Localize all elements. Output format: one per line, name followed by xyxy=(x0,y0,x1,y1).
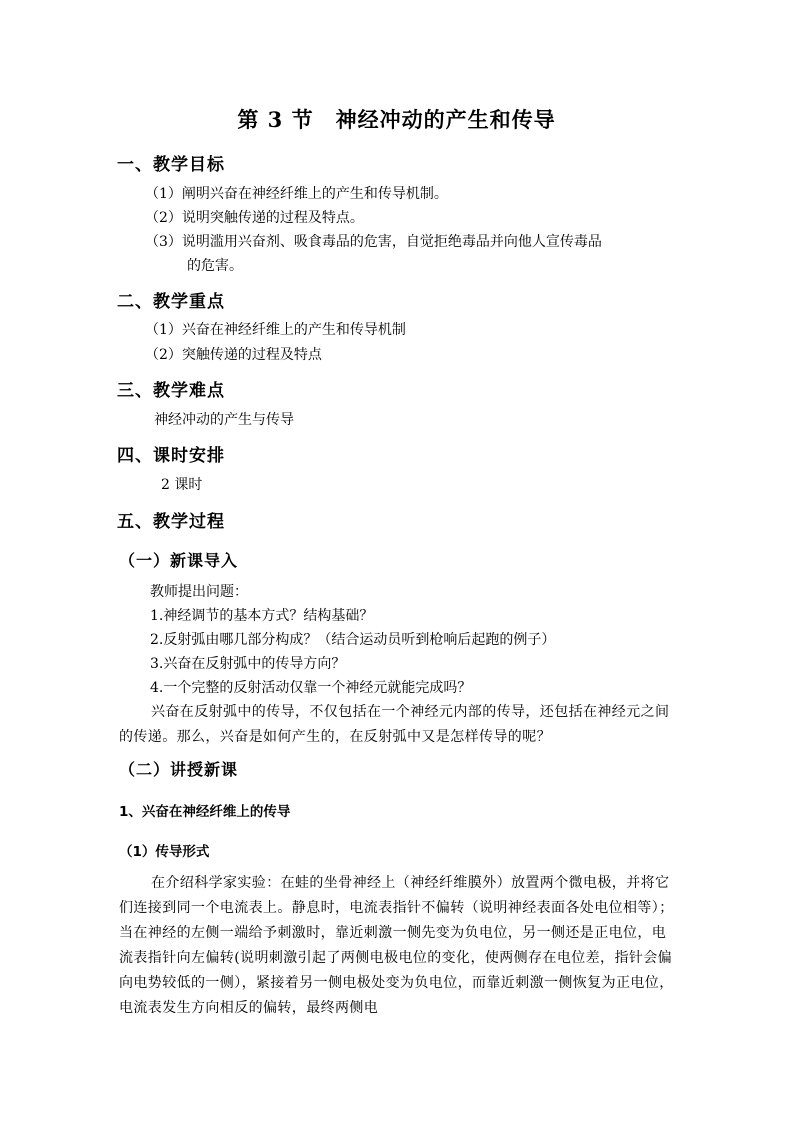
intro-question: 1.神经调节的基本方式？结构基础？ xyxy=(150,608,374,624)
intro-question: 3.兴奋在反射弧中的传导方向？ xyxy=(150,656,346,672)
page-title: 第 3 节 神经冲动的产生和传导 xyxy=(237,107,556,132)
difficulties-text: 神经冲动的产生与传导 xyxy=(154,412,294,428)
intro-question: 4.一个完整的反射活动仅靠一个神经元就能完成吗？ xyxy=(150,680,472,696)
difficulties-heading: 三、教学难点 xyxy=(117,381,225,401)
key-point-item: （1）兴奋在神经纤维上的产生和传导机制 xyxy=(145,322,406,338)
subsubsection-heading: （1）传导形式 xyxy=(119,844,210,860)
key-points-heading: 二、教学重点 xyxy=(117,292,225,312)
intro-question: 2.反射弧由哪几部分构成？（结合运动员听到枪响后起跑的例子） xyxy=(150,632,556,648)
objectives-heading: 一、教学目标 xyxy=(117,155,225,175)
objective-item: （2）说明突触传递的过程及特点。 xyxy=(145,210,364,226)
objective-item: （3）说明滥用兴奋剂、吸食毒品的危害，自觉拒绝毒品并向他人宣传毒品 xyxy=(145,234,602,250)
process-heading: 五、教学过程 xyxy=(117,512,225,532)
new-lesson-heading: （二）讲授新课 xyxy=(119,760,239,779)
intro-heading: （一）新课导入 xyxy=(119,551,239,570)
body-paragraph: 在介绍科学家实验：在蛙的坐骨神经上（神经纤维膜外）放置两个微电极，并将它们连接到同一个电流表上。静息时，电流表指针不偏转（说明神经表面各处电位相等）；当在神经的左侧一端给予刺激时，靠近刺激一侧先变为负电位，另一侧还是正电位，电流表指针向左偏转(说明刺激引起了两侧电极电位的变化，使两侧存在电位差，指针会偏向电势较低的一侧），紧接着另一侧电极处变为负电位，而靠近刺激一侧恢复为正电位，电流表发生方向相反的偏转，最终两侧电 xyxy=(119,875,674,1016)
schedule-heading: 四、课时安排 xyxy=(117,446,225,466)
intro-lead: 教师提出问题： xyxy=(150,584,248,600)
objective-item-continued: 的危害。 xyxy=(187,258,243,274)
schedule-text: 2 课时 xyxy=(161,477,203,493)
objective-item: （1）阐明兴奋在神经纤维上的产生和传导机制。 xyxy=(145,186,448,202)
intro-paragraph: 兴奋在反射弧中的传导，不仅包括在一个神经元内部的传导，还包括在神经元之间的传递。那么，兴奋是如何产生的，在反射弧中又是怎样传导的呢？ xyxy=(119,704,670,745)
key-point-item: （2）突触传递的过程及特点 xyxy=(145,347,322,363)
subsection-heading: 1、兴奋在神经纤维上的传导 xyxy=(119,804,291,820)
